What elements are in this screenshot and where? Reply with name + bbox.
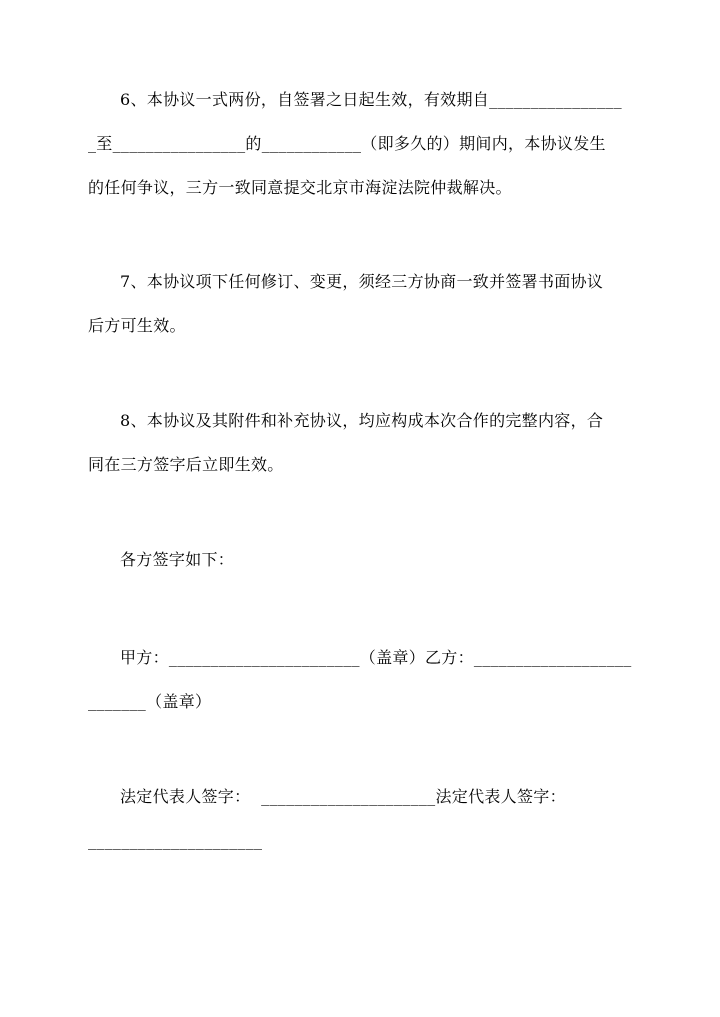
clause-7-line-1: 7、本协议项下任何修订、变更，须经三方协商一致并签署书面协议 bbox=[120, 272, 604, 291]
clause-7-line-2: 后方可生效。 bbox=[88, 316, 186, 335]
party-signature-line-1: 甲方：_______________________（盖章）乙方：___________________ bbox=[120, 648, 632, 667]
signatures-heading: 各方签字如下： bbox=[120, 550, 235, 569]
clause-6-line-1: 6、本协议一式两份，自签署之日起生效，有效期自________________ bbox=[120, 90, 622, 109]
party-signature-line-2: _______（盖章） bbox=[88, 692, 212, 711]
clause-6-line-2: _至________________的____________（即多久的）期间内，本协议发生 bbox=[88, 134, 606, 153]
clause-8-line-1: 8、本协议及其附件和补充协议，均应构成本次合作的完整内容，合 bbox=[120, 411, 604, 430]
clause-8-line-2: 同在三方签字后立即生效。 bbox=[88, 455, 284, 474]
clause-6-line-3: 的任何争议，三方一致同意提交北京市海淀法院仲裁解决。 bbox=[88, 178, 512, 197]
representative-signature-line-2: _____________________ bbox=[88, 831, 263, 850]
representative-signature-line-1: 法定代表人签字： _____________________法定代表人签字： bbox=[120, 787, 566, 806]
